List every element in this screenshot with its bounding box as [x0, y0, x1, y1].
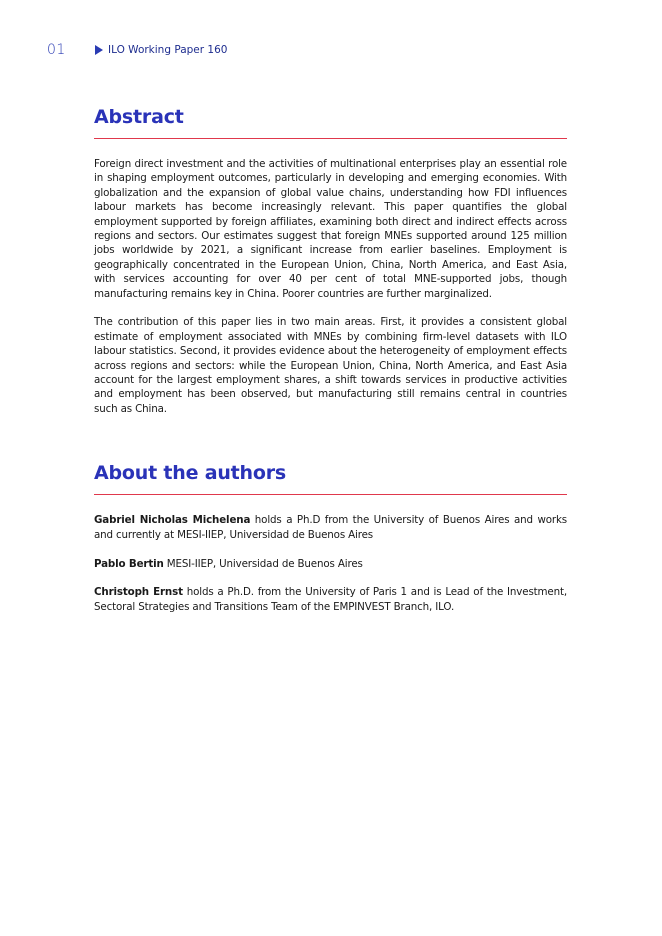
author-entry [94, 557, 567, 571]
about-authors-section [94, 462, 567, 614]
author-bio: holds a Ph.D from the University of Buenos Aires and works and currently at MESI-IIEP, Universidad de Buenos Aires [94, 514, 567, 541]
page-number: 01 [47, 42, 66, 58]
author-entry [94, 513, 567, 542]
about-authors-heading: About the authors [94, 462, 567, 495]
abstract-body [94, 157, 567, 416]
running-title-text: ILO Working Paper 160 [108, 44, 228, 56]
abstract-heading: Abstract [94, 106, 567, 139]
abstract-paragraph: Foreign direct investment and the activities of multinational enterprises play an essential role in shaping employment outcomes, particularly in developing and emerging economies. With globalization and the expansion of global value chains, understanding how FDI influences labour markets has become increasingly relevant. This paper quantifies the global employment supported by foreign affiliates, examining both direct and indirect effects across regions and sectors. Our estimates suggest that foreign MNEs supported around 125 million jobs worldwide by 2021, a significant increase from earlier baselines. Employment is geographically concentrated in the European Union, China, North America, and East Asia, with services accounting for over 40 per cent of total MNE-supported jobs, though manufacturing remains key in China. Poorer countries are further marginalized. [94, 158, 567, 300]
authors-list [94, 513, 567, 614]
running-title [95, 44, 227, 56]
author-bio: holds a Ph.D. from the University of Paris 1 and is Lead of the Investment, Sectoral Strategies and Transitions Team of the EMPINVEST Branch, ILO. [94, 586, 567, 613]
abstract-paragraph: The contribution of this paper lies in two main areas. First, it provides a consistent global estimate of employment associated with MNEs by combining firm-level datasets with ILO labour statistics. Second, it provides evidence about the heterogeneity of employment effects across regions and sectors: while the European Union, China, North America, and East Asia account for the largest employment shares, a shift towards services in productive activities and employment has been observed, but manufacturing still remains central in countries such as China. [94, 316, 567, 415]
page-content [94, 106, 567, 614]
abstract-section [94, 106, 567, 416]
author-name: Pablo Bertin [94, 557, 164, 570]
author-name: Gabriel Nicholas Michelena [94, 514, 251, 527]
author-bio: MESI-IIEP, Universidad de Buenos Aires [163, 557, 363, 570]
play-triangle-icon [95, 45, 103, 55]
author-name: Christoph Ernst [94, 586, 183, 599]
author-entry [94, 585, 567, 614]
page-header [0, 42, 662, 62]
